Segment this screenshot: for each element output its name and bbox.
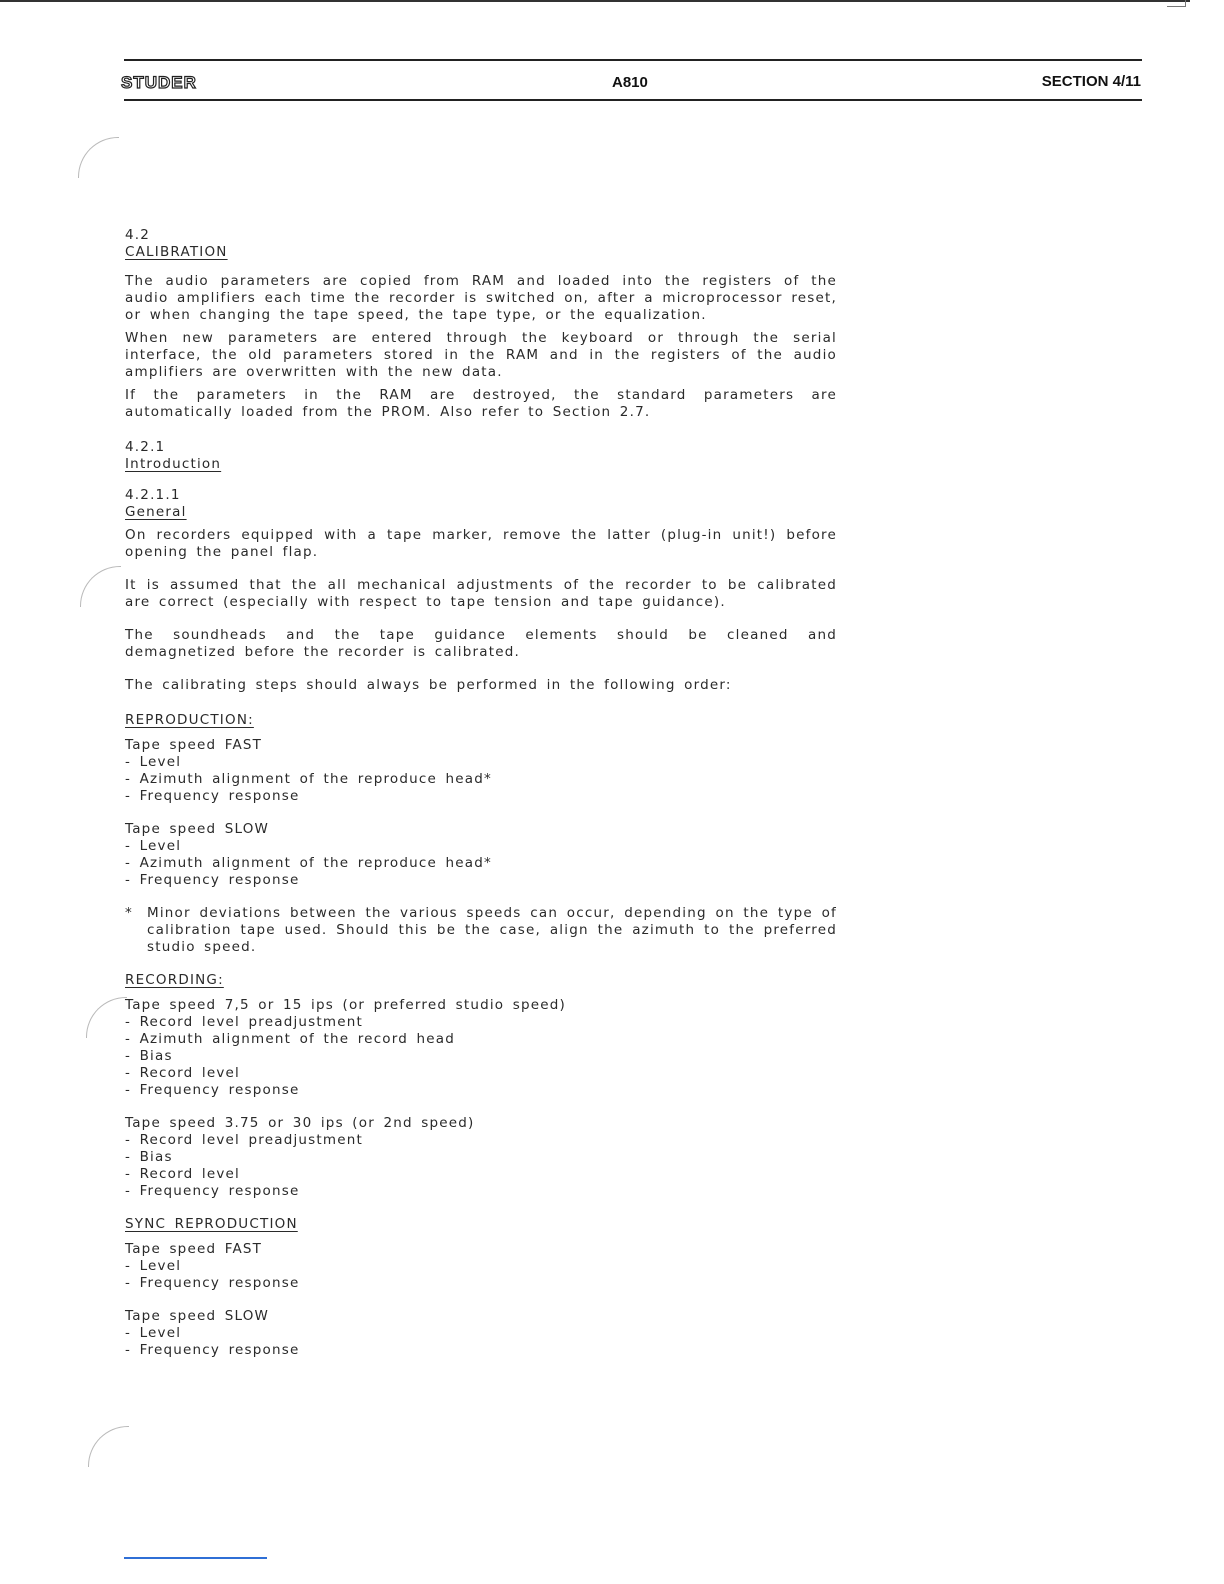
speed-label: Tape speed FAST	[125, 1241, 263, 1257]
paragraph: The calibrating steps should always be performed in the following order:	[125, 677, 732, 693]
speed-label: Tape speed SLOW	[125, 821, 270, 837]
list-item: - Azimuth alignment of the record head	[125, 1031, 456, 1047]
footer-rule	[124, 1557, 267, 1559]
speed-label: Tape speed 7,5 or 15 ips (or preferred studio speed)	[125, 997, 566, 1013]
paragraph: On recorders equipped with a tape marker, remove the latter (plug-in unit!) before opening the panel flap.	[125, 527, 837, 560]
list-item: - Level	[125, 1325, 182, 1341]
speed-label: Tape speed SLOW	[125, 1308, 270, 1324]
subsection-title: Introduction	[125, 456, 222, 472]
list-item: - Frequency response	[125, 788, 300, 804]
punch-hole-mark	[88, 1426, 129, 1467]
list-item: - Azimuth alignment of the reproduce head*	[125, 771, 492, 787]
list-item: - Bias	[125, 1149, 173, 1165]
punch-hole-mark	[86, 997, 127, 1038]
sync-heading: SYNC REPRODUCTION	[125, 1216, 298, 1232]
studer-logo: STUDER	[121, 73, 197, 92]
list-item: - Level	[125, 754, 182, 770]
list-item: - Frequency response	[125, 1342, 300, 1358]
scan-top-edge	[0, 0, 1190, 2]
header-rule-bottom	[124, 99, 1142, 101]
section-title: CALIBRATION	[125, 244, 228, 260]
paragraph: The soundheads and the tape guidance elements should be cleaned and demagnetized before the recorder is calibrated.	[125, 627, 837, 660]
footnote-text: Minor deviations between the various speeds can occur, depending on the type of calibration tape used. Should this be the case, align the azimuth to the preferred studio speed.	[147, 905, 837, 955]
list-item: - Record level	[125, 1065, 240, 1081]
paragraph: If the parameters in the RAM are destroyed, the standard parameters are automatically loaded from the PROM. Also refer to Section 2.7.	[125, 387, 837, 420]
scan-corner-mark	[1167, 0, 1186, 7]
subsection-number: 4.2.1	[125, 439, 166, 455]
list-item: - Record level preadjustment	[125, 1132, 364, 1148]
model-number: A810	[612, 74, 648, 91]
speed-label: Tape speed FAST	[125, 737, 263, 753]
section-reference: SECTION 4/11	[1041, 73, 1141, 90]
speed-label: Tape speed 3.75 or 30 ips (or 2nd speed)	[125, 1115, 475, 1131]
list-item: - Frequency response	[125, 872, 300, 888]
footnote	[125, 905, 837, 956]
list-item: - Azimuth alignment of the reproduce head*	[125, 855, 492, 871]
list-item: - Level	[125, 1258, 182, 1274]
list-item: - Frequency response	[125, 1082, 300, 1098]
list-item: - Level	[125, 838, 182, 854]
list-item: - Bias	[125, 1048, 173, 1064]
subsubsection-title: General	[125, 504, 187, 520]
list-item: - Frequency response	[125, 1183, 300, 1199]
document-body	[125, 227, 837, 1359]
paragraph: When new parameters are entered through the keyboard or through the serial interface, the old parameters stored in the RAM and in the registers of the audio amplifiers are overwritten with the new data.	[125, 330, 837, 380]
reproduction-heading: REPRODUCTION:	[125, 712, 254, 728]
paragraph: The audio parameters are copied from RAM and loaded into the registers of the audio amplifiers each time the recorder is switched on, after a microprocessor reset, or when changing the tape speed, the tape type, or the equalization.	[125, 273, 837, 323]
recording-heading: RECORDING:	[125, 972, 224, 988]
list-item: - Record level	[125, 1166, 240, 1182]
punch-hole-mark	[78, 137, 119, 178]
subsubsection-number: 4.2.1.1	[125, 487, 181, 503]
section-number: 4.2	[125, 227, 151, 243]
punch-hole-mark	[80, 566, 121, 607]
footnote-mark: *	[125, 905, 133, 921]
list-item: - Record level preadjustment	[125, 1014, 364, 1030]
list-item: - Frequency response	[125, 1275, 300, 1291]
paragraph: It is assumed that the all mechanical adjustments of the recorder to be calibrated are correct (especially with respect to tape tension and tape guidance).	[125, 577, 837, 610]
header-rule-top	[124, 59, 1142, 61]
